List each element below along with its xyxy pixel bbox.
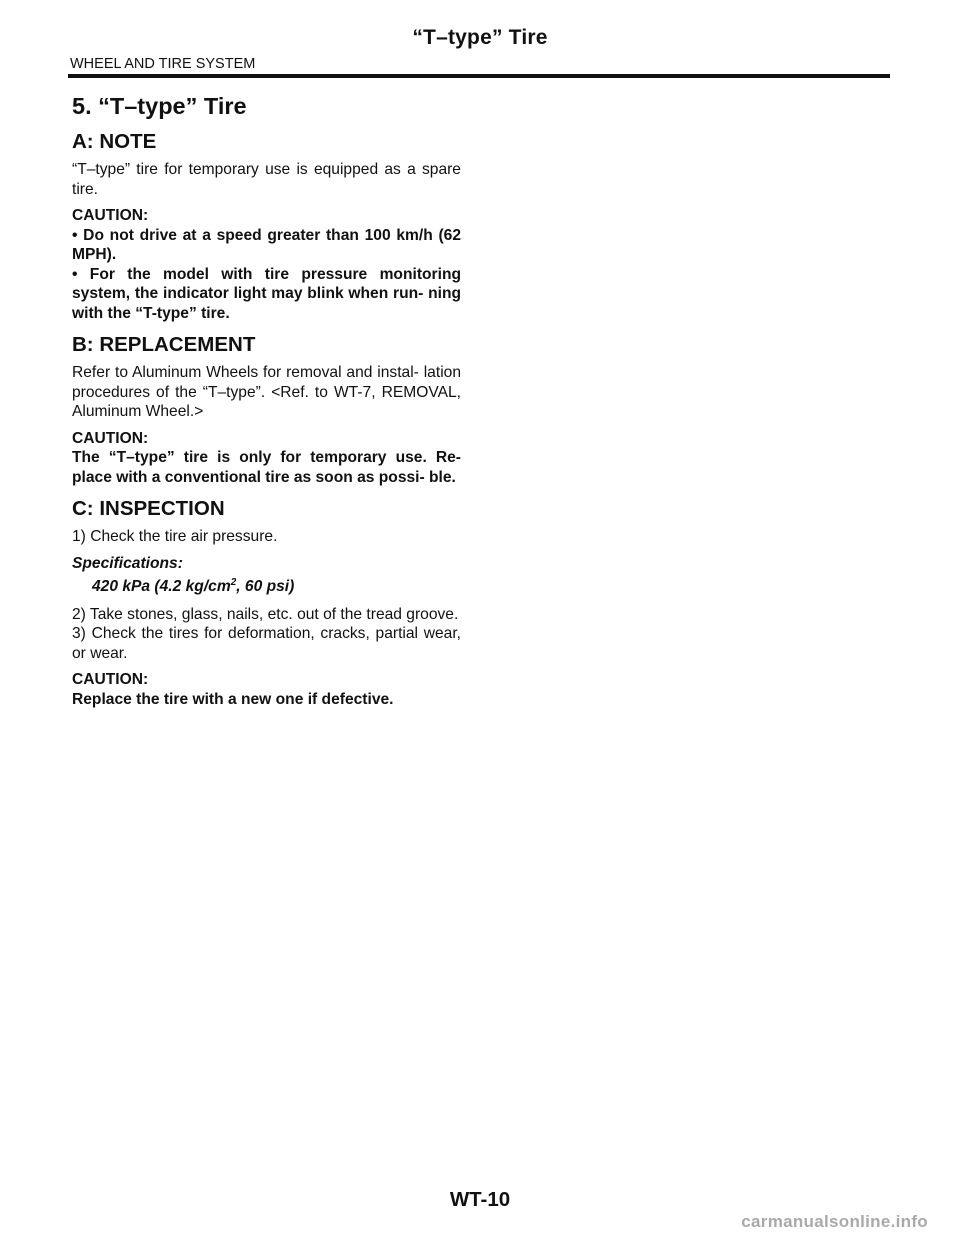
note-caution-item-2: • For the model with tire pressure monitoring system, the indicator light may blink when run- ning with the “T-type” tire. bbox=[72, 265, 461, 322]
main-column bbox=[72, 86, 461, 716]
inspection-caution-label: CAUTION: bbox=[72, 671, 149, 689]
replacement-caution-text: The “T–type” tire is only for temporary use. Re- place with a conventional tire as soon as possi- ble. bbox=[72, 449, 461, 486]
page-title: “T–type” Tire bbox=[412, 26, 548, 49]
watermark: carmanualsonline.info bbox=[741, 1212, 928, 1231]
note-body: “T–type” tire for temporary use is equipped as a spare tire. bbox=[72, 161, 461, 198]
inspection-step-3: 3) Check the tires for deformation, cracks, partial wear, or wear. bbox=[72, 625, 461, 662]
spec-label: Specifications: bbox=[72, 554, 183, 572]
spec-value-sup: 2 bbox=[230, 577, 237, 588]
section-label: WHEEL AND TIRE SYSTEM bbox=[70, 56, 256, 72]
inspection-step-2: 2) Take stones, glass, nails, etc. out of the tread groove. bbox=[72, 605, 459, 623]
header-rule bbox=[68, 74, 890, 78]
main-heading: 5. “T–type” Tire bbox=[72, 93, 247, 119]
spec-value-suffix: , 60 psi) bbox=[236, 578, 295, 596]
note-caution-item-1: • Do not drive at a speed greater than 100 km/h (62 MPH). bbox=[72, 226, 461, 263]
note-heading: A: NOTE bbox=[72, 130, 157, 153]
note-caution-label: CAUTION: bbox=[72, 207, 149, 224]
replacement-heading: B: REPLACEMENT bbox=[72, 333, 256, 356]
replacement-caution-label: CAUTION: bbox=[72, 429, 149, 447]
page-number: WT-10 bbox=[449, 1188, 511, 1211]
inspection-caution-text: Replace the tire with a new one if defective. bbox=[72, 690, 394, 708]
inspection-heading: C: INSPECTION bbox=[72, 497, 225, 520]
spec-value bbox=[72, 573, 461, 597]
spec-value-prefix: 420 kPa (4.2 kg/cm bbox=[92, 578, 231, 596]
inspection-step-1: 1) Check the tire air pressure. bbox=[72, 528, 278, 545]
replacement-body: Refer to Aluminum Wheels for removal and instal- lation procedures of the “T–type”. <Ref. to WT-7, REMOVAL, Aluminum Wheel.> bbox=[72, 364, 461, 420]
